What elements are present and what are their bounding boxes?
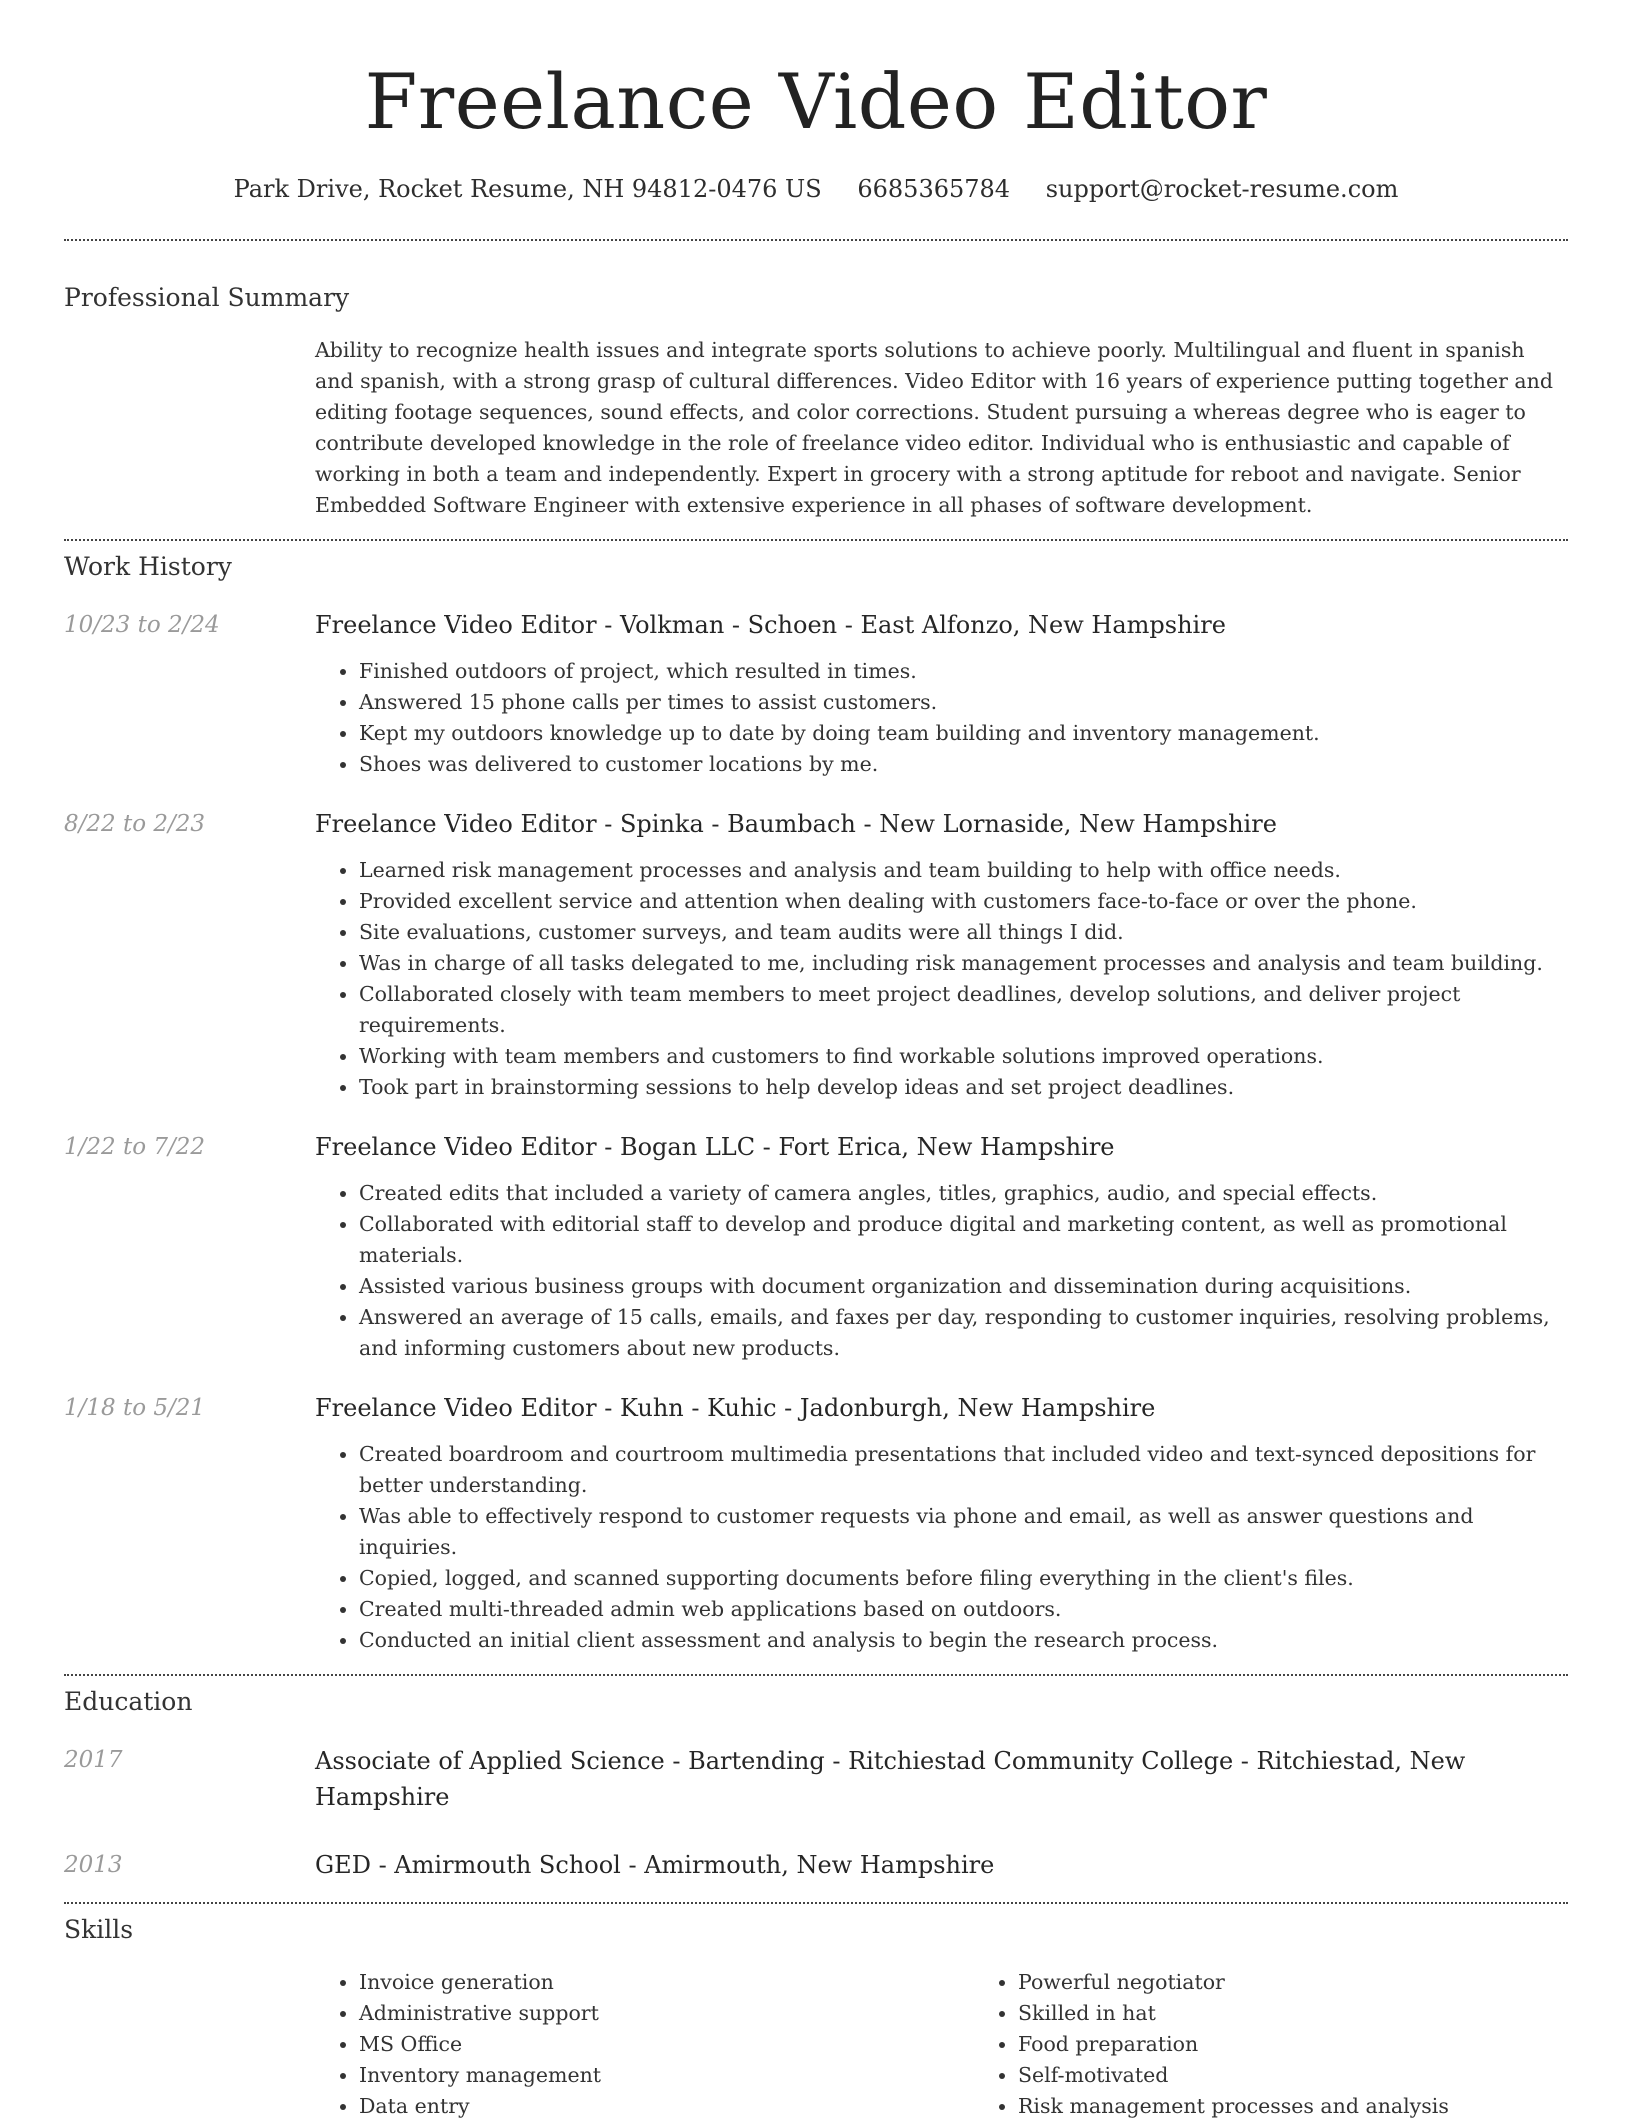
skills-list-left [315, 1967, 974, 2122]
section-divider [64, 239, 1568, 241]
skill-item: • Administrative support [359, 1998, 974, 2029]
section-divider [64, 1902, 1568, 1904]
job-bullet: • Created boardroom and courtroom multimedia presentations that included video and text-synced depositions for better understanding. [359, 1439, 1568, 1501]
education-heading: Associate of Applied Science - Bartending - Ritchiestad Community College - Ritchiestad, New Hampshire [315, 1747, 1466, 1811]
job-bullet: • Shoes was delivered to customer locations by me. [359, 749, 1568, 780]
job-bullet: • Collaborated with editorial staff to develop and produce digital and marketing content, as well as promotional materials. [359, 1209, 1568, 1271]
job-entry [64, 807, 1568, 1103]
skills-list-right [974, 1967, 1632, 2122]
resume-name: Freelance Video Editor [364, 57, 1268, 146]
job-bullet: • Answered an average of 15 calls, emails, and faxes per day, responding to customer inquiries, resolving problems, and informing customers about new products. [359, 1302, 1568, 1364]
job-entry [64, 1391, 1568, 1656]
section-divider [64, 1674, 1568, 1676]
job-bullet: • Collaborated closely with team members to meet project deadlines, develop solutions, and deliver project requirements. [359, 979, 1568, 1041]
job-heading: Freelance Video Editor - Volkman - Schoen - East Alfonzo, New Hampshire [315, 611, 1226, 639]
job-bullet: • Learned risk management processes and analysis and team building to help with office needs. [359, 855, 1568, 886]
job-bullet: • Site evaluations, customer surveys, and team audits were all things I did. [359, 917, 1568, 948]
job-bullet: • Kept my outdoors knowledge up to date by doing team building and inventory management. [359, 718, 1568, 749]
job-entry [64, 608, 1568, 780]
education-year: 2013 [64, 1852, 123, 1878]
skill-item: • Inventory management [359, 2060, 974, 2091]
education-year: 2017 [64, 1747, 123, 1773]
job-bullet: • Took part in brainstorming sessions to help develop ideas and set project deadlines. [359, 1072, 1568, 1103]
contact-email: support@rocket-resume.com [1045, 175, 1399, 203]
work-section-title: Work History [64, 552, 232, 581]
skill-item: • Powerful negotiator [1018, 1967, 1632, 1998]
skill-item: • Invoice generation [359, 1967, 974, 1998]
job-dates: 10/23 to 2/24 [64, 612, 220, 638]
contact-line [64, 172, 1568, 206]
skills-row [64, 1967, 1568, 2122]
section-divider [64, 539, 1568, 541]
education-section-title: Education [64, 1687, 193, 1716]
job-bullets [315, 855, 1568, 1103]
skills-section-title: Skills [64, 1915, 134, 1944]
summary-text: Ability to recognize health issues and integrate sports solutions to achieve poorly. Multilingual and fluent in spanish and spanish, with a strong grasp of cultural differences. Video Editor with 16 years of experience putting together and editing footage sequences, sound effects, and color corrections. Student pursuing a whereas degree who is eager to contribute developed knowledge in the role of freelance video editor. Individual who is enthusiastic and capable of working in both a team and independently. Expert in grocery with a strong aptitude for reboot and navigate. Senior Embedded Software Engineer with extensive experience in all phases of software development. [315, 338, 1553, 517]
job-dates: 1/18 to 5/21 [64, 1395, 206, 1421]
education-heading: GED - Amirmouth School - Amirmouth, New Hampshire [315, 1851, 995, 1879]
education-entry [64, 1743, 1568, 1815]
job-bullet: • Answered 15 phone calls per times to assist customers. [359, 687, 1568, 718]
skill-item: • Risk management processes and analysis [1018, 2091, 1632, 2122]
job-entry [64, 1130, 1568, 1364]
job-dates: 8/22 to 2/23 [64, 811, 206, 837]
job-dates: 1/22 to 7/22 [64, 1134, 206, 1160]
job-bullets [315, 1439, 1568, 1656]
summary-row [64, 335, 1568, 521]
job-heading: Freelance Video Editor - Bogan LLC - Fort Erica, New Hampshire [315, 1133, 1115, 1161]
skill-item: • Food preparation [1018, 2029, 1632, 2060]
job-bullet: • Created edits that included a variety of camera angles, titles, graphics, audio, and special effects. [359, 1178, 1568, 1209]
job-bullet: • Provided excellent service and attention when dealing with customers face-to-face or over the phone. [359, 886, 1568, 917]
resume-page [64, 0, 1568, 2122]
skill-item: • Self-motivated [1018, 2060, 1632, 2091]
job-bullet: • Working with team members and customers to find workable solutions improved operations. [359, 1041, 1568, 1072]
skill-item: • MS Office [359, 2029, 974, 2060]
contact-phone: 6685365784 [857, 175, 1011, 203]
job-bullets [315, 1178, 1568, 1364]
job-bullet: • Assisted various business groups with document organization and dissemination during acquisitions. [359, 1271, 1568, 1302]
job-bullet: • Copied, logged, and scanned supporting documents before filing everything in the client's files. [359, 1563, 1568, 1594]
summary-section-title: Professional Summary [64, 283, 350, 312]
job-bullet: • Was in charge of all tasks delegated to me, including risk management processes and analysis and team building. [359, 948, 1568, 979]
education-entry [64, 1848, 1568, 1882]
job-bullet: • Conducted an initial client assessment and analysis to begin the research process. [359, 1625, 1568, 1656]
job-bullet: • Finished outdoors of project, which resulted in times. [359, 656, 1568, 687]
job-heading: Freelance Video Editor - Kuhn - Kuhic - Jadonburgh, New Hampshire [315, 1394, 1156, 1422]
job-heading: Freelance Video Editor - Spinka - Baumbach - New Lornaside, New Hampshire [315, 810, 1277, 838]
job-bullet: • Created multi-threaded admin web applications based on outdoors. [359, 1594, 1568, 1625]
skill-item: • Skilled in hat [1018, 1998, 1632, 2029]
contact-address: Park Drive, Rocket Resume, NH 94812-0476 US [233, 175, 822, 203]
skill-item: • Data entry [359, 2091, 974, 2122]
job-bullets [315, 656, 1568, 780]
job-bullet: • Was able to effectively respond to customer requests via phone and email, as well as answer questions and inquiries. [359, 1501, 1568, 1563]
